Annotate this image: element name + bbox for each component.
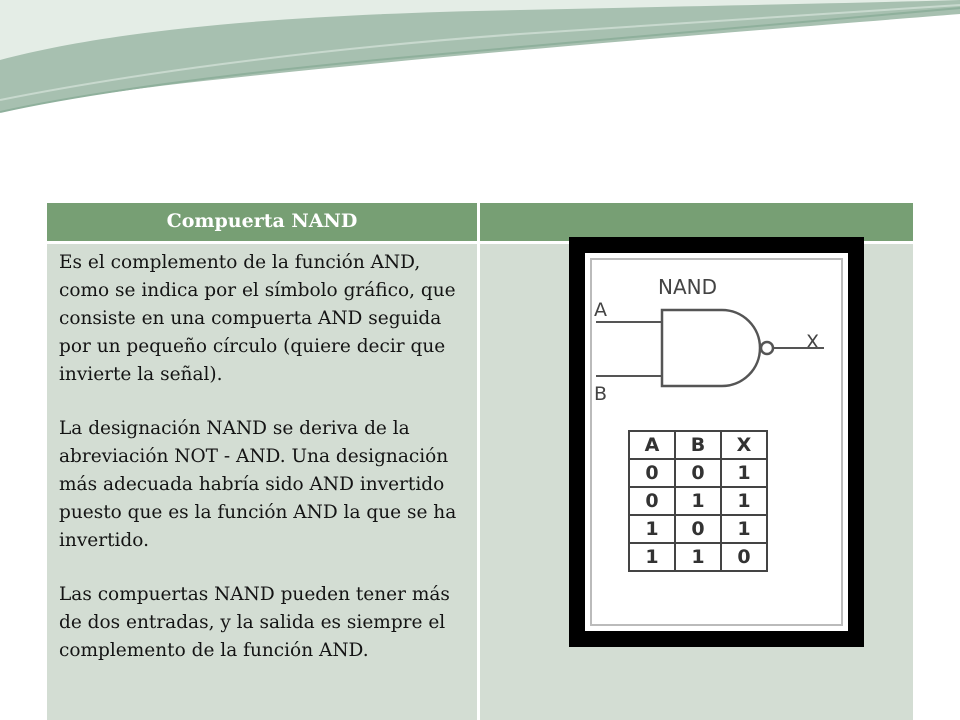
paragraph-1: Es el complemento de la función AND, como se indica por el símbolo gráfico, que consiste en una compuerta AND seguida por un pequeño círculo (quiere decir que invierte la señal).: [59, 252, 456, 385]
table-cell: 0: [675, 515, 721, 543]
figure-inner: [590, 258, 843, 626]
table-cell: 0: [629, 459, 675, 487]
gate-label: NAND: [658, 275, 718, 299]
header-x: X: [721, 431, 767, 459]
table-cell: 1: [629, 515, 675, 543]
inverter-bubble: [761, 342, 773, 354]
table-row: [629, 515, 767, 543]
header-cell-right: [480, 203, 913, 241]
input-b-label: B: [594, 383, 608, 405]
output-label: X: [806, 331, 820, 353]
header-b: B: [675, 431, 721, 459]
table-cell: 0: [629, 487, 675, 515]
background-swoosh: [0, 0, 960, 130]
table-row: [629, 487, 767, 515]
header-a: A: [629, 431, 675, 459]
nand-figure: [569, 237, 864, 647]
table-cell: 1: [675, 543, 721, 571]
gate-body: [662, 310, 760, 386]
table-title: Compuerta NAND: [166, 210, 358, 232]
table-cell: 0: [675, 459, 721, 487]
table-cell: 0: [721, 543, 767, 571]
table-cell: 1: [629, 543, 675, 571]
table-row: [629, 543, 767, 571]
truth-table: [628, 430, 768, 572]
table-row: [629, 459, 767, 487]
paragraph-2: La designación NAND se deriva de la abreviación NOT - AND. Una designación más adecuada habría sido AND invertido puesto que es la función AND la que se ha invertido.: [59, 418, 457, 551]
table-cell: 1: [721, 515, 767, 543]
paragraph-3: Las compuertas NAND pueden tener más de dos entradas, y la salida es siempre el complemento de la función AND.: [59, 584, 450, 661]
table-cell: 1: [675, 487, 721, 515]
text-cell: [47, 244, 477, 720]
input-a-label: A: [594, 299, 607, 321]
table-cell: 1: [721, 459, 767, 487]
table-row: [629, 431, 767, 459]
table-cell: 1: [721, 487, 767, 515]
header-cell-left: [47, 203, 477, 241]
description-text: [59, 249, 469, 691]
